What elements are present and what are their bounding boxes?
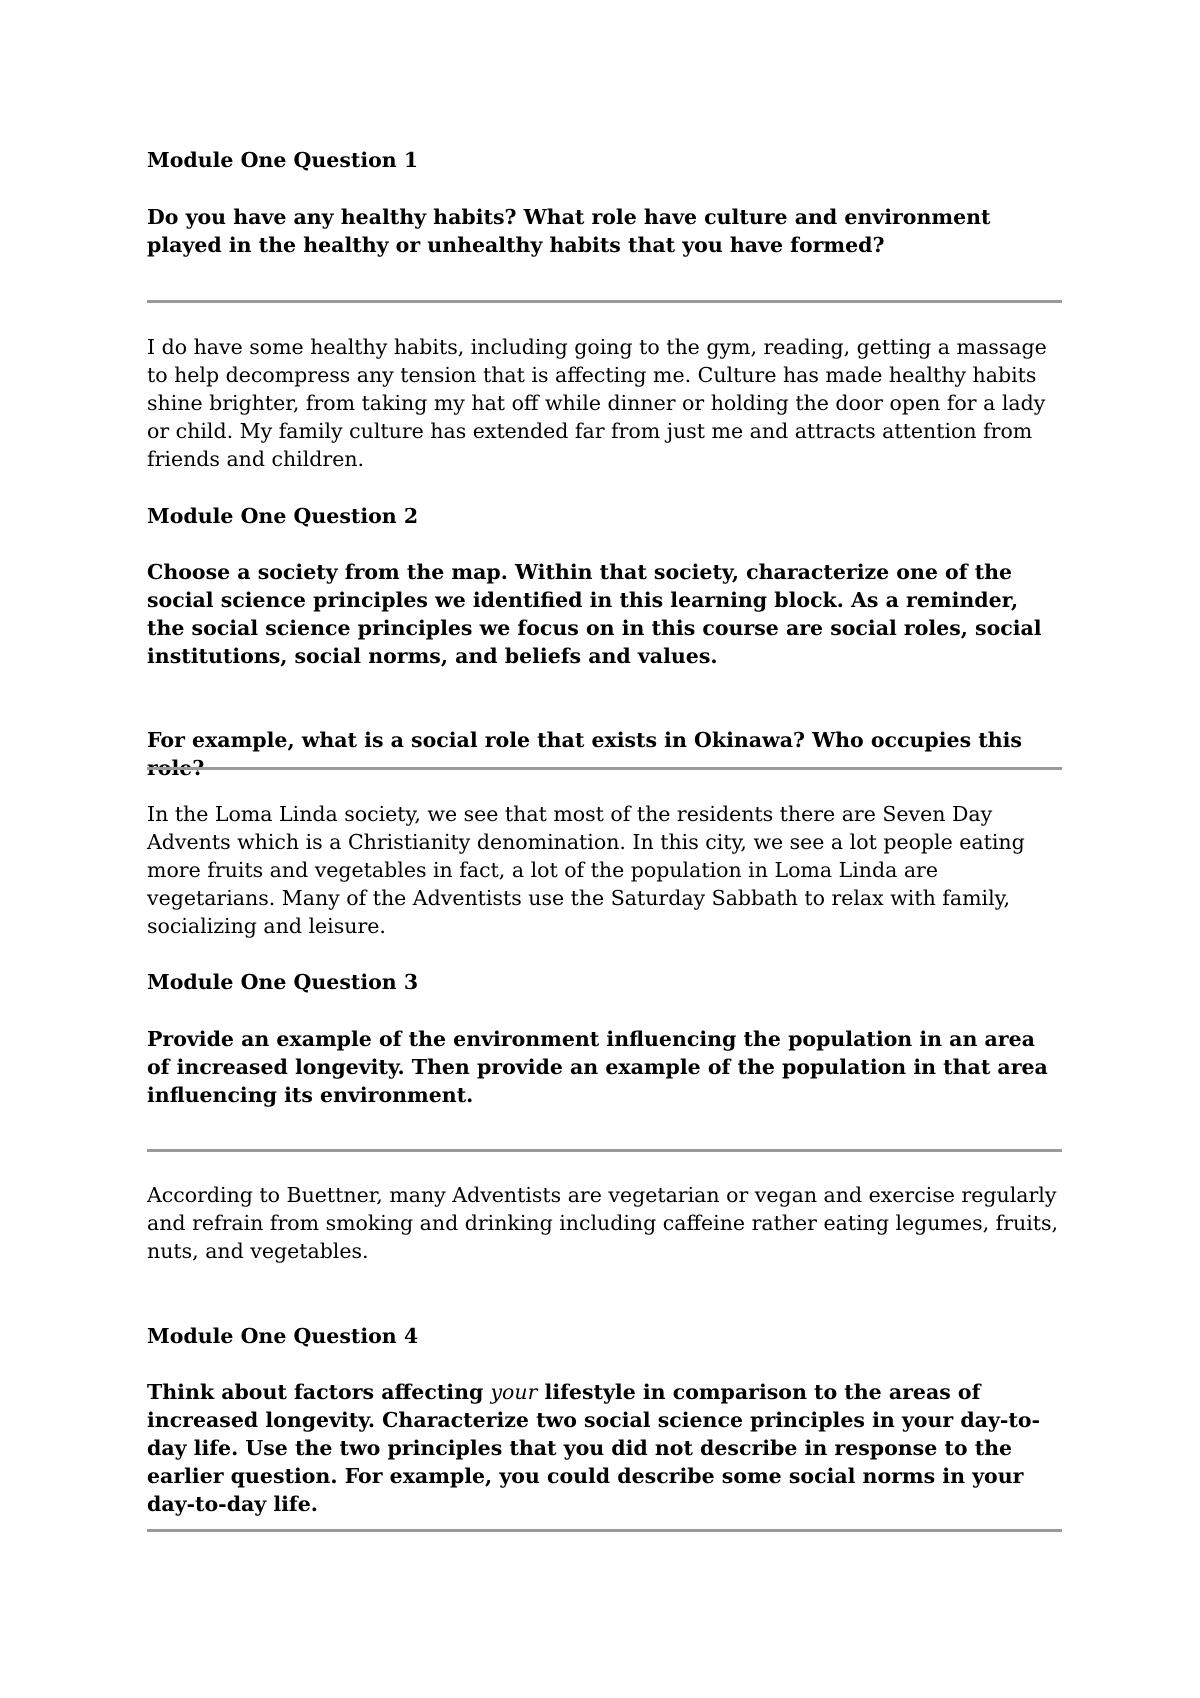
section-2-answer: In the Loma Linda society, we see that most of the residents there are Seven Day Advents which is a Christianity denomination. In this city, we see a lot people eating more fruits and vegetables in fact, a lot of the population in Loma Linda are vegetarians. Many of the Adventists use the Saturday Sabbath to relax with family, socializing and leisure.	[147, 802, 1025, 938]
section-1-heading: Module One Question 1	[147, 148, 419, 172]
section-4-question-start: Think about factors affecting	[147, 1380, 491, 1404]
section-3-answer: According to Buettner, many Adventists are vegetarian or vegan and exercise regularly and refrain from smoking and drinking including caffeine rather eating legumes, fruits, nuts, and vegetables.	[147, 1183, 1059, 1263]
section-4-question-emphasis: your	[490, 1380, 538, 1404]
section-4-question-end: lifestyle in comparison to the areas of increased longevity. Characterize two social science principles in your day-to-day life. Use the two principles that you did not describe in response to the earlier question. For example, you could describe some social norms in your day-to-day life.	[147, 1380, 1041, 1516]
section-1-answer: I do have some healthy habits, including going to the gym, reading, getting a massage to help decompress any tension that is affecting me. Culture has made healthy habits shine brighter, from taking my hat off while dinner or holding the door open for a lady or child. My family culture has extended far from just me and attracts attention from friends and children.	[147, 335, 1047, 471]
section-3-heading: Module One Question 3	[147, 970, 419, 994]
section-2-question: Choose a society from the map. Within that society, characterize one of the social science principles we identified in this learning block. As a reminder, the social science principles we focus on in this course are social roles, social institutions, social norms, and beliefs and values.	[147, 560, 1042, 668]
section-4-divider	[147, 1529, 1062, 1532]
section-1-question: Do you have any healthy habits? What role have culture and environment played in the healthy or unhealthy habits that you have formed?	[147, 205, 991, 257]
section-2-heading: Module One Question 2	[147, 504, 419, 528]
section-3-question: Provide an example of the environment influencing the population in an area of increased longevity. Then provide an example of the population in that area influencing its environment.	[147, 1027, 1048, 1107]
section-1-divider	[147, 300, 1062, 303]
section-2-divider	[147, 767, 1062, 770]
section-4-question	[147, 1378, 1062, 1518]
section-3-divider	[147, 1149, 1062, 1152]
section-2-example: For example, what is a social role that exists in Okinawa? Who occupies this role?	[147, 728, 1022, 780]
section-4-heading: Module One Question 4	[147, 1324, 419, 1348]
